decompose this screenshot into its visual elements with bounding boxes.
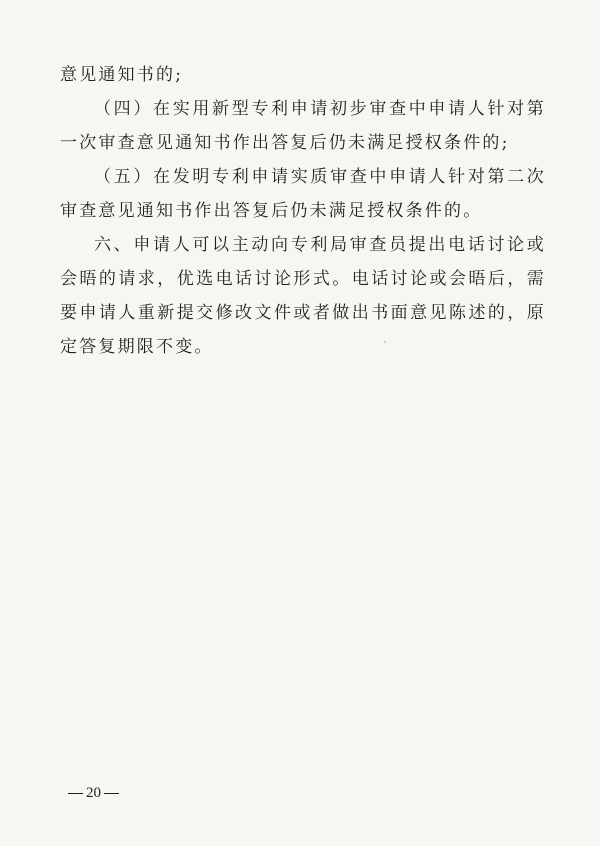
- paragraph-continuation: 意见通知书的;: [60, 65, 184, 85]
- page-number-value: 20: [86, 785, 101, 801]
- paragraph-item-four: （四）在实用新型专利申请初步审查中申请人针对第一次审查意见通知书作出答复后仍未满足授权条件的;: [60, 99, 546, 153]
- page-number-dash-left: [68, 793, 83, 794]
- page-number-dash-right: [104, 793, 119, 794]
- page-number: [68, 785, 119, 802]
- paragraph-section-six: 六、申请人可以主动向专利局审查员提出电话讨论或会晤的请求，优选电话讨论形式。电话讨论或会晤后，需要申请人重新提交修改文件或者做出书面意见陈述的，原定答复期限不变。: [60, 235, 546, 357]
- paragraph-item-five: （五）在发明专利申请实质审查中申请人针对第二次审查意见通知书作出答复后仍未满足授权条件的。: [60, 167, 546, 221]
- document-body: [60, 58, 546, 364]
- paper-speck: [384, 341, 386, 343]
